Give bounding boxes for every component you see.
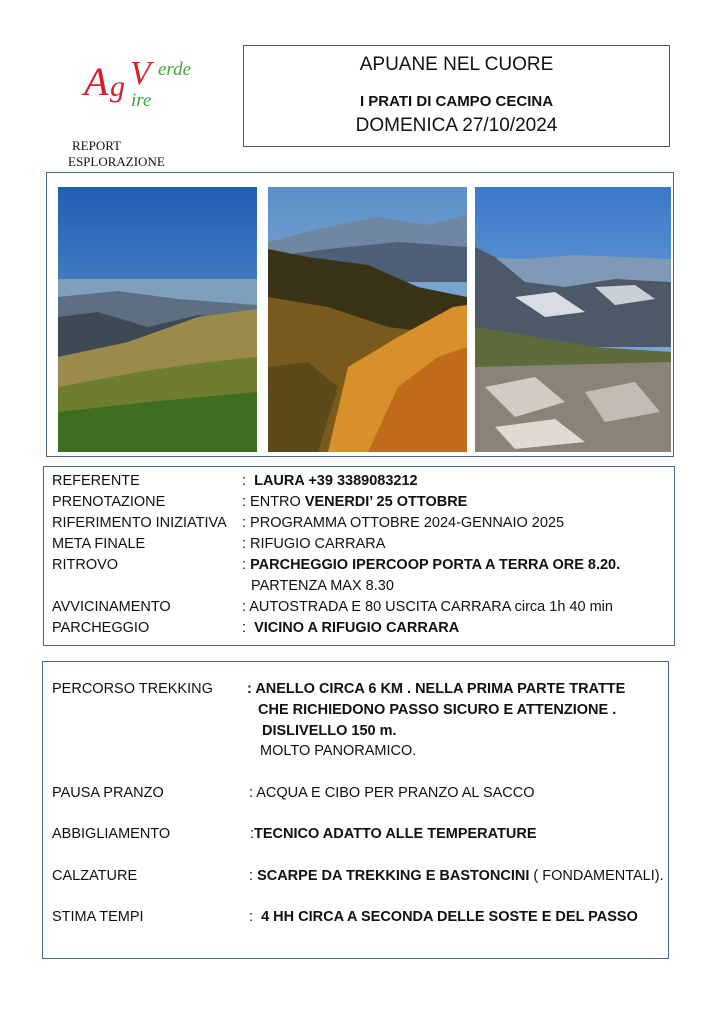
photo-marble-quarries bbox=[475, 187, 671, 452]
calzature-sep: : bbox=[249, 868, 254, 884]
referente-sep: : bbox=[242, 473, 247, 489]
avvicinamento-label: AVVICINAMENTO bbox=[52, 599, 171, 615]
report-label-line1: REPORT bbox=[72, 138, 122, 153]
abbigliamento-sep: : bbox=[250, 826, 255, 842]
referente-label: REFERENTE bbox=[52, 473, 140, 489]
stima-label: STIMA TEMPI bbox=[52, 909, 144, 925]
prenotazione-row bbox=[242, 493, 467, 511]
percorso-line3: DISLIVELLO 150 m. bbox=[262, 723, 397, 739]
avvicinamento-value: : AUTOSTRADA E 80 USCITA CARRARA circa 1h 40 min bbox=[242, 599, 613, 615]
report-label bbox=[68, 138, 208, 170]
percorso-line1: : ANELLO CIRCA 6 KM . NELLA PRIMA PARTE TRATTE bbox=[247, 681, 626, 697]
referente-value: LAURA +39 3389083212 bbox=[254, 473, 418, 489]
riferimento-value: : PROGRAMMA OTTOBRE 2024-GENNAIO 2025 bbox=[242, 515, 565, 531]
calzature-value: SCARPE DA TREKKING E BASTONCINI bbox=[257, 868, 530, 884]
calzature-row bbox=[249, 867, 664, 885]
meta-label: META FINALE bbox=[52, 536, 146, 552]
report-label-line2: ESPLORAZIONE bbox=[68, 154, 165, 169]
parcheggio-sep: : bbox=[242, 620, 247, 636]
ritrovo-label: RITROVO bbox=[52, 557, 119, 573]
referente-row bbox=[242, 472, 418, 490]
ritrovo-value: PARCHEGGIO IPERCOOP PORTA A TERRA ORE 8.20. bbox=[250, 557, 621, 573]
parcheggio-value: VICINO A RIFUGIO CARRARA bbox=[254, 620, 460, 636]
stima-sep: : bbox=[249, 909, 254, 925]
meta-value: : RIFUGIO CARRARA bbox=[242, 536, 386, 552]
stima-value: 4 HH CIRCA A SECONDA DELLE SOSTE E DEL PASSO bbox=[261, 909, 638, 925]
prenotazione-value: VENERDI’ 25 OTTOBRE bbox=[304, 494, 468, 510]
series-title: APUANE NEL CUORE bbox=[359, 54, 554, 75]
title-box bbox=[243, 45, 670, 147]
stima-row bbox=[249, 908, 638, 926]
calzature-extra: ( FONDAMENTALI). bbox=[533, 868, 664, 884]
prenotazione-sep: : ENTRO bbox=[242, 494, 301, 510]
prenotazione-label: PRENOTAZIONE bbox=[52, 494, 166, 510]
abbigliamento-row bbox=[250, 825, 537, 843]
percorso-line4: MOLTO PANORAMICO. bbox=[260, 743, 417, 759]
percorso-label: PERCORSO TREKKING bbox=[52, 681, 213, 697]
photo-grassy-slope bbox=[58, 187, 257, 452]
event-subtitle: I PRATI DI CAMPO CECINA bbox=[359, 93, 554, 110]
pausa-value: : ACQUA E CIBO PER PRANZO AL SACCO bbox=[249, 785, 535, 801]
logo-letter-g: g bbox=[110, 70, 125, 103]
logo-letter-v: V bbox=[130, 55, 151, 92]
abbigliamento-value: TECNICO ADATTO ALLE TEMPERATURE bbox=[254, 826, 537, 842]
logo-ire: ire bbox=[131, 90, 152, 111]
photo-autumn-forest bbox=[268, 187, 467, 452]
percorso-line2: CHE RICHIEDONO PASSO SICURO E ATTENZIONE . bbox=[258, 702, 617, 718]
logo-letter-a: A bbox=[84, 59, 109, 104]
event-date: DOMENICA 27/10/2024 bbox=[355, 115, 558, 136]
ritrovo-sep: : bbox=[242, 557, 247, 573]
agire-verde-logo bbox=[82, 50, 212, 120]
parcheggio-row bbox=[242, 619, 459, 637]
ritrovo-value2: PARTENZA MAX 8.30 bbox=[251, 578, 394, 594]
abbigliamento-label: ABBIGLIAMENTO bbox=[52, 826, 171, 842]
parcheggio-label: PARCHEGGIO bbox=[52, 620, 150, 636]
pausa-label: PAUSA PRANZO bbox=[52, 785, 164, 801]
logo-erde: erde bbox=[158, 59, 192, 80]
calzature-label: CALZATURE bbox=[52, 868, 138, 884]
ritrovo-row bbox=[242, 556, 620, 574]
riferimento-label: RIFERIMENTO INIZIATIVA bbox=[52, 515, 227, 531]
